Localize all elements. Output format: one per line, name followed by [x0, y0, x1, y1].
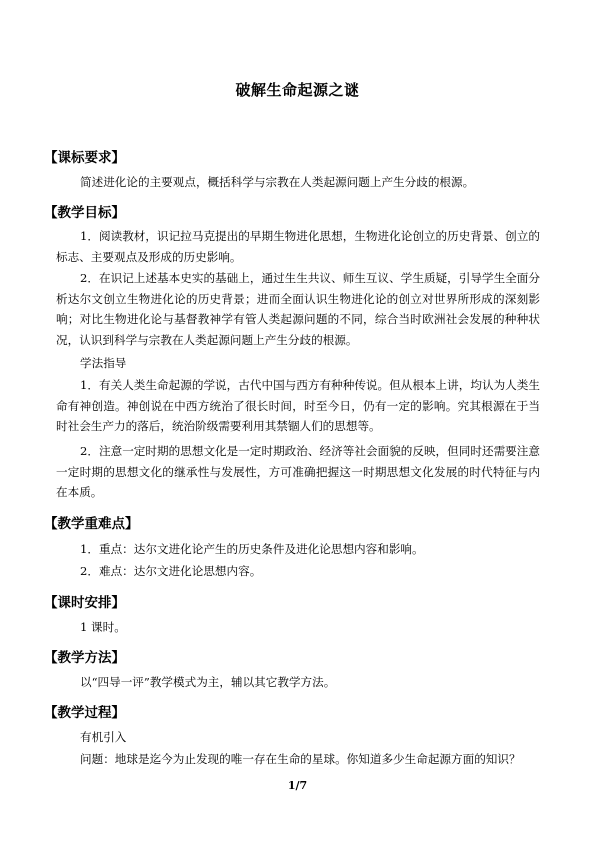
section-heading-keshi: 【课时安排】: [44, 595, 125, 611]
paragraph: 简述进化论的主要观点，概括科学与宗教在人类起源问题上产生分歧的根源。: [80, 175, 475, 189]
paragraph: 1．阅读教材，识记拉马克提出的早期生物进化思想，生物进化论创立的历史背景、创立的标志、主要观点及形成的历史影响。: [56, 229, 540, 264]
section-heading-mubiao: 【教学目标】: [44, 205, 125, 221]
paragraph: 问题：地球是迄今为止发现的唯一存在生命的星球。你知道多少生命起源方面的知识？: [80, 752, 521, 766]
section-heading-fangfa: 【教学方法】: [44, 650, 125, 666]
paragraph: 2．注意一定时期的思想文化是一定时期政治、经济等社会面貌的反映，但同时还需要注意一定时期的思想文化的继承性与发展性，方可准确把握这一时期思想文化发展的时代特征与内在本质。: [56, 444, 540, 500]
paragraph-label: 学法指导: [80, 356, 127, 370]
page-number: 1/7: [287, 779, 308, 792]
paragraph: 2．难点：达尔文进化论思想内容。: [80, 564, 262, 578]
paragraph: 2．在识记上述基本史实的基础上，通过生生共议、师生互议、学生质疑，引导学生全面分析达尔文创立生物进化论的历史背景；进而全面认识生物进化论的创立对世界所形成的深刻影响；对比生物进化论与基督教神学有管人类起源问题的不同，综合当时欧洲社会发展的种种状况，认识到科学与宗教在人类起源问题上产生分歧的根源。: [56, 271, 540, 347]
paragraph-label: 有机引入: [80, 730, 127, 744]
section-heading-zhongnan: 【教学重难点】: [44, 516, 139, 532]
paragraph: 以“四导一评”教学模式为主，辅以其它教学方法。: [80, 675, 336, 689]
paragraph: 1．有关人类生命起源的学说，古代中国与西方有种种传说。但从根本上讲，均认为人类生命有神创造。神创说在中西方统治了很长时间，时至今日，仍有一定的影响。究其根源在于当时社会生产力的落后，统治阶级需要利用其禁锢人们的思想等。: [56, 378, 540, 434]
paragraph: 1．重点：达尔文进化论产生的历史条件及进化论思想内容和影响。: [80, 542, 424, 556]
section-heading-guocheng: 【教学过程】: [44, 705, 125, 721]
document-title: 破解生命起源之谜: [235, 81, 360, 99]
section-heading-kebiao: 【课标要求】: [44, 150, 125, 166]
paragraph: 1 课时。: [80, 620, 126, 634]
